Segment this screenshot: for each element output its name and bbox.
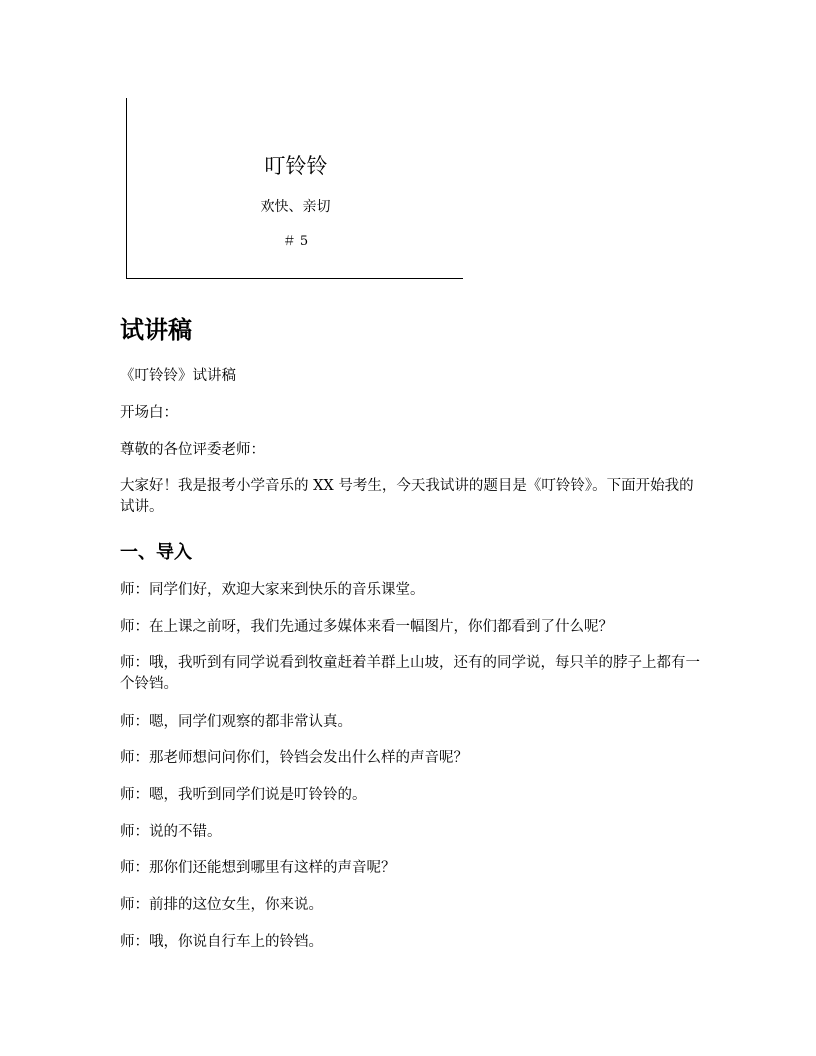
dialogue-line: 师：说的不错。 [120, 824, 222, 840]
section-heading-intro: 一、导入 [120, 542, 192, 563]
dialogue-line: 师：嗯，我听到同学们说是叮铃铃的。 [120, 787, 367, 803]
lecture-subtitle: 《叮铃铃》试讲稿 [120, 368, 236, 384]
dialogue-line: 师：同学们好，欢迎大家来到快乐的音乐课堂。 [120, 582, 425, 598]
dialogue-line: 师：那老师想问问你们，铃铛会发出什么样的声音呢？ [120, 750, 468, 766]
dialogue-line: 师：嗯，同学们观察的都非常认真。 [120, 714, 352, 730]
page-title: 试讲稿 [120, 316, 192, 344]
score-image [126, 98, 463, 279]
dialogue-line: 师：在上课之前呀，我们先通过多媒体来看一幅图片，你们都看到了什么呢？ [120, 619, 613, 635]
dialogue-line: 师：前排的这位女生，你来说。 [120, 897, 323, 913]
intro-paragraph: 大家好！我是报考小学音乐的 XX 号考生，今天我试讲的题目是《叮铃铃》。下面开始我的试讲。 [120, 478, 694, 515]
dialogue-line: 师：哦，你说自行车上的铃铛。 [120, 934, 323, 950]
song-key: ＃ 5 [282, 234, 309, 249]
opening-label: 开场白： [120, 405, 178, 421]
greeting: 尊敬的各位评委老师： [120, 442, 265, 458]
dialogue-line: 师：哦，我听到有同学说看到牧童赶着羊群上山坡，还有的同学说，每只羊的脖子上都有一个铃铛。 [120, 655, 700, 692]
song-mood: 欢快、亲切 [260, 199, 331, 215]
song-title: 叮铃铃 [264, 154, 328, 178]
dialogue-line: 师：那你们还能想到哪里有这样的声音呢？ [120, 860, 396, 876]
